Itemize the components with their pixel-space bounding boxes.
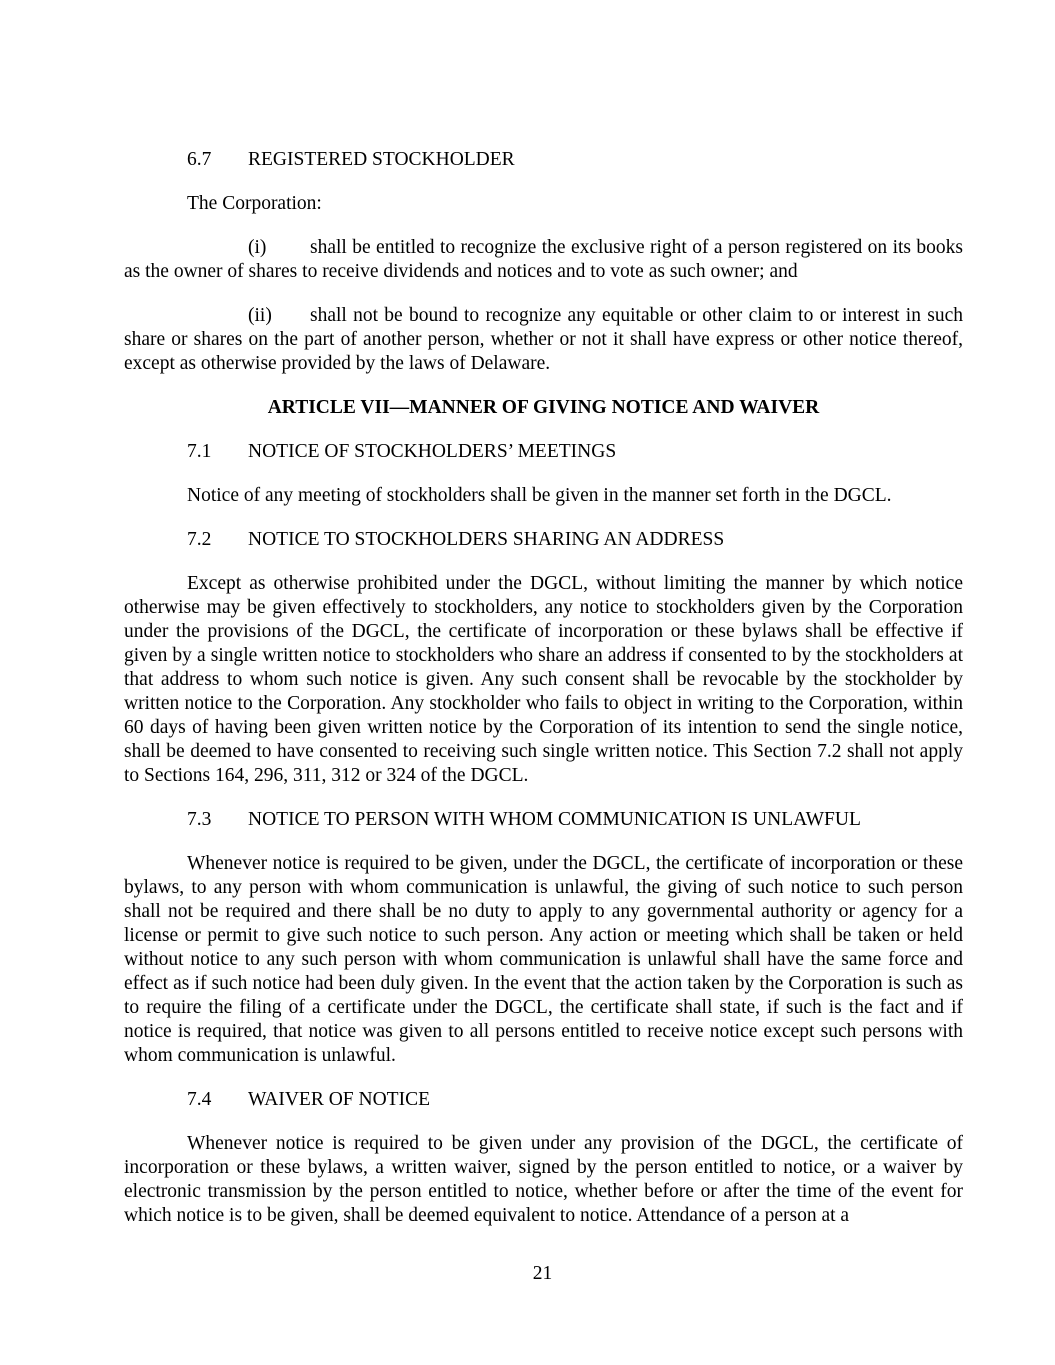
section-7-1-heading	[124, 440, 963, 464]
section-6-7-heading	[124, 148, 963, 172]
section-title: NOTICE TO STOCKHOLDERS SHARING AN ADDRESS	[248, 529, 725, 550]
section-7-4-heading	[124, 1088, 963, 1112]
section-number: 7.4	[187, 1089, 212, 1110]
list-item-label: (i)	[248, 237, 267, 258]
page-number: 21	[532, 1263, 553, 1284]
list-item-label: (ii)	[248, 305, 272, 326]
article-title: ARTICLE VII—MANNER OF GIVING NOTICE AND WAIVER	[267, 397, 820, 418]
section-title: REGISTERED STOCKHOLDER	[248, 149, 515, 170]
section-7-3-heading	[124, 808, 963, 832]
document-page	[124, 148, 963, 1248]
section-6-7-intro: The Corporation:	[187, 193, 322, 214]
list-item	[124, 304, 963, 376]
list-item	[124, 236, 963, 284]
section-7-4-body: Whenever notice is required to be given under any provision of the DGCL, the certificate of incorporation or these bylaws, a written waiver, signed by the person entitled to notice, or a waiver by electronic transmission by the person entitled to notice, whether before or after the time of the event for which notice is to be given, shall be deemed equivalent to notice. Attendance of a person at a	[124, 1133, 963, 1226]
section-7-3-body: Whenever notice is required to be given, under the DGCL, the certificate of incorporation or these bylaws, to any person with whom communication is unlawful, the giving of such notice to such person shall not be required and there shall be no duty to apply to any governmental authority or agency for a license or permit to give such notice to such person. Any action or meeting which shall be taken or held without notice to any such person with whom communication is unlawful shall have the same force and effect as if such notice had been duly given. In the event that the action taken by the Corporation is such as to require the filing of a certificate under the DGCL, the certificate shall state, if such is the fact and if notice is required, that notice was given to all persons entitled to receive notice except such persons with whom communication is unlawful.	[124, 853, 963, 1066]
section-number: 7.2	[187, 529, 212, 550]
section-title: WAIVER OF NOTICE	[248, 1089, 430, 1110]
section-7-2-heading	[124, 528, 963, 552]
section-number: 7.3	[187, 809, 212, 830]
section-title: NOTICE OF STOCKHOLDERS’ MEETINGS	[248, 441, 617, 462]
section-title: NOTICE TO PERSON WITH WHOM COMMUNICATION IS UNLAWFUL	[248, 809, 861, 830]
list-item-text: shall not be bound to recognize any equitable or other claim to or interest in such share or shares on the part of another person, whether or not it shall have express or other notice thereof, except as otherwise provided by the laws of Delaware.	[124, 305, 963, 374]
section-number: 6.7	[187, 149, 212, 170]
section-7-1-body: Notice of any meeting of stockholders shall be given in the manner set forth in the DGCL.	[187, 485, 892, 506]
list-item-text: shall be entitled to recognize the exclusive right of a person registered on its books as the owner of shares to receive dividends and notices and to vote as such owner; and	[124, 237, 963, 282]
section-7-2-body: Except as otherwise prohibited under the DGCL, without limiting the manner by which notice otherwise may be given effectively to stockholders, any notice to stockholders given by the Corporation under the provisions of the DGCL, the certificate of incorporation or these bylaws shall be effective if given by a single written notice to stockholders who share an address if consented to by the stockholders at that address to whom such notice is given. Any such consent shall be revocable by the stockholder by written notice to the Corporation. Any stockholder who fails to object in writing to the Corporation, within 60 days of having been given written notice by the Corporation of its intention to send the single notice, shall be deemed to have consented to receiving such single written notice. This Section 7.2 shall not apply to Sections 164, 296, 311, 312 or 324 of the DGCL.	[124, 573, 963, 786]
section-number: 7.1	[187, 441, 212, 462]
